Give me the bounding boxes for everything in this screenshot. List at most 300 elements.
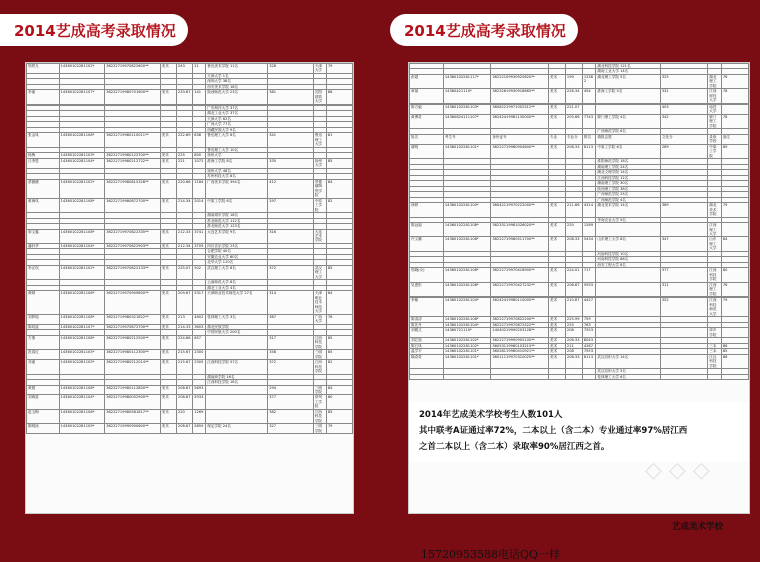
table-cell: 美术 [548,298,565,317]
table-cell: 36222719980701600** [105,90,160,104]
left-admission-table [26,63,353,434]
table-cell: 14360102281101* [443,349,490,354]
table-row [27,335,353,349]
table-cell: 226.34 [565,89,582,103]
table-cell: 黄媛 [27,385,60,395]
watermark: ◇ ◇ ◇ [645,458,710,483]
table-cell: 214.34 [176,198,192,212]
table-cell: 82 [326,360,352,374]
table-cell: 西安美术学院 18名 [206,84,268,89]
table-cell: 14360721110* [443,328,490,338]
table-cell [660,328,707,338]
table-cell: 刘雅文 [410,328,444,338]
table-cell: 342 [660,114,707,128]
table-cell: 225.07 [176,265,192,279]
table-cell: 205.66 [565,114,582,128]
table-cell: 美术 [548,268,565,282]
table-row [27,158,353,168]
table-cell: 鲁迅理工大学 [313,133,326,147]
left-panel [0,0,370,516]
table-cell: 淮阴师范学院 18名 [596,159,660,164]
table-row [410,268,749,282]
table-cell: 214.33 [176,324,192,329]
table-row [27,198,353,212]
table-cell [596,104,660,114]
summary-box [409,402,749,462]
left-title: 2014艺成高考录取情况 [14,21,176,40]
table-cell: 吴惠彤 [410,282,444,296]
table-cell: 美术 [548,317,565,322]
table-cell: 4287 [582,343,596,348]
table-cell: 美术 [160,133,176,147]
table-cell: 湖北美术学院 14名 [596,203,660,217]
table-cell: 85 [721,349,748,354]
table-cell: 88 [721,354,748,368]
table-cell: 武汉理工大学 8名 [206,265,268,279]
table-cell: 14360102281103* [59,153,105,158]
table-cell: 76 [721,74,748,88]
table-cell: 211.66 [565,203,582,217]
table-cell: 1269 [582,223,596,237]
table-cell: 36222719980212722** [105,158,160,168]
table-cell: 294 [268,385,314,395]
table-cell [721,223,748,237]
table-cell: 76 [721,282,748,296]
table-cell: 淮海工学院 8名 [206,158,268,168]
table-cell: 85 [326,158,352,168]
table-row [27,291,353,314]
table-cell: 5693 [193,385,206,395]
table-cell: 美术 [548,223,565,237]
table-cell: 广西美术学院 394名 [206,179,268,198]
table-row [27,314,353,324]
table-cell: 79 [721,203,748,217]
table-cell: 14360102281108* [443,282,490,296]
table-cell: 3709 [193,243,206,248]
table-cell: 14360102281104* [59,395,105,409]
table-cell: 鲁迅理工大学 6名 [206,133,268,147]
table-cell: 湖北科技学院 121名 [596,64,660,69]
table-cell: 蔡薇薇 [27,179,60,198]
table-cell [206,350,268,360]
table-cell: 36242419981130000** [491,114,549,128]
table-cell: 赵玉梅 [27,409,60,423]
table-cell: 广东海洋大学 37名 [206,105,268,110]
table-cell: 502 [193,265,206,279]
table-cell: 14360102281106* [59,291,105,314]
header-row [410,134,749,144]
table-cell: 美术 [548,354,565,368]
table-row [410,104,749,114]
table-cell: 美术 [160,158,176,168]
header-cell: 身份证号 [491,134,549,144]
table-cell: 36222719970822903** [105,243,160,248]
table-cell: 鲁迅美术学院 11名 [206,64,268,74]
table-row [27,360,353,374]
table-cell: 14360102281108* [59,314,105,324]
table-cell: 84 [326,385,352,395]
table-cell: 141 [193,90,206,104]
table-cell: 厦门理工学院 4名 [596,114,660,128]
table-cell: 美术 [160,265,176,279]
table-cell: 86 [326,90,352,104]
table-row [410,74,749,88]
table-cell: 陈方毅 [410,104,444,114]
table-cell: 保定学院 24名 [206,424,268,434]
table-row [27,179,353,198]
header-cell: 填报志愿 [596,134,660,144]
table-cell: 武汉纺织大学 5名 [596,369,660,374]
table-cell: 208.33 [565,144,582,158]
table-cell: 377 [660,268,707,282]
table-cell: 14360102281108* [443,237,490,251]
table-cell: 36222719980112800** [105,385,160,395]
table-cell: 233.67 [176,90,192,104]
table-cell: 大连艺术学院 [313,229,326,243]
table-cell: 36232619930918665** [491,89,549,103]
table-cell: 刘海富 [27,395,60,409]
right-admission-sheet [408,62,750,561]
table-cell: 丘李恩 [27,158,60,168]
table-cell [582,374,596,379]
table-cell: 萍乡学院 [708,328,722,338]
table-row [27,424,353,434]
table-cell: 358 [268,350,314,360]
table-cell: 297 [268,198,314,212]
table-cell: 章斌 [410,89,444,103]
table-cell: 江西科技学院 [313,360,326,374]
table-cell: 36082219971002512** [491,104,549,114]
table-cell: 许文鹏 [410,237,444,251]
table-cell: 江西理工学院 [708,282,722,296]
table-cell: 36222719970909800** [105,291,160,314]
table-cell: 717 [582,268,596,282]
table-cell: 14360102281108* [443,317,490,322]
table-cell: 84 [326,291,352,314]
table-cell: 14360102281102* [59,179,105,198]
table-cell: 36222719980122700** [105,153,160,158]
left-table-body [27,64,353,434]
table-cell: 湖南理工学院 30名 [596,181,660,186]
summary-line-1: 2014年艺成美术学校考生人数101人 [419,410,563,420]
table-cell: 三明学院 [313,385,326,395]
table-cell: 美术 [160,291,176,314]
table-cell: 7743 [582,114,596,128]
table-cell: 武汉理工大学 [313,265,326,279]
table-cell: 南昌大学 [708,104,722,114]
table-cell: 邓丽 [27,360,60,374]
table-cell: 西安工程大学 8名 [596,262,660,267]
table-cell: 江西科技学院 [708,268,722,282]
table-row [410,374,749,379]
table-cell: 213 [176,314,192,324]
table-cell: 美术 [160,335,176,349]
table-cell [443,374,490,379]
table-cell: 江西科技学院 57名 [206,360,268,374]
table-row [410,237,749,251]
table-cell: 36222109930920620** [491,74,549,88]
table-cell: 美术 [160,314,176,324]
table-cell: 454 [582,89,596,103]
table-cell: 14360102281108* [59,133,105,147]
table-cell: 扬州大学 [206,153,268,158]
contact-phone: 15720953588电话QQ一样 [421,548,561,561]
table-cell [660,223,707,237]
table-row [410,89,749,103]
table-cell: 美术 [160,424,176,434]
table-cell: 谢明 [410,144,444,158]
table-cell: 美术 [160,90,176,104]
table-cell: 陕西理工学院 38名 [596,186,660,191]
table-cell: 美术 [160,229,176,243]
table-cell: 邬晓(女) [410,268,444,282]
table-cell: 36222719980112300** [105,350,160,360]
table-cell: 8113 [582,354,596,368]
table-cell: 79 [326,64,352,74]
table-cell: 208 [565,328,582,338]
table-cell: 天津职业技术师范大学 [313,291,326,314]
table-cell: 800 [193,153,206,158]
table-cell: 美术 [160,385,176,395]
table-cell: 36222719970418900** [491,268,549,282]
table-cell: 85 [326,350,352,360]
table-cell: 289 [660,144,707,158]
table-cell: 桂林理工大学 6名 [596,374,660,379]
table-cell: 广西师范学院 4名 [596,197,660,202]
table-cell: 3603 [193,324,206,329]
table-cell: 苏州科技大学 8名 [206,174,268,179]
table-cell: 225 [565,322,582,327]
header-cell: 专业分 [565,134,582,144]
table-cell: 江西科技学院 12名 [596,175,660,180]
table-cell: 36222719980321822** [105,314,160,324]
table-cell: 838 [193,133,206,147]
table-row [410,328,749,338]
table-cell: 21 [193,64,206,74]
table-cell: 215.67 [176,350,192,360]
table-cell: 341 [268,133,314,147]
table-cell: 广西师范学院 6名 [596,129,660,134]
table-cell: 14360102281108* [59,198,105,212]
table-cell: 221 [176,158,192,168]
table-cell: 36222719990905100** [491,338,549,343]
table-cell: 36222719970872522** [491,322,549,327]
table-cell: 美术 [548,104,565,114]
table-cell: 210.67 [565,298,582,317]
table-cell: 377 [268,395,314,409]
table-cell: 李敏 [410,298,444,317]
table-cell: 中原工学院 [708,144,722,158]
table-cell: 武汉纺织大学 14名 [596,354,660,368]
table-cell: 江汉科技学院 [708,354,722,368]
table-cell [596,328,660,338]
table-cell: 河南科技学院 88名 [596,257,660,262]
table-cell: 美术 [548,328,565,338]
table-cell: 陈远福 [410,223,444,237]
table-cell: 华南农业大学 9名 [596,217,660,222]
header-cell: 录取学校 [708,134,722,144]
table-cell: 杨梅 [27,153,60,158]
table-cell: 4602 [193,314,206,324]
table-cell: 8113 [582,144,596,158]
table-cell: 江西财经大学 [708,89,722,103]
table-cell: 14360102281104* [59,158,105,168]
table-cell: 范春红 [27,350,60,360]
table-cell [721,374,748,379]
table-cell: 36222719980212500** [105,335,160,349]
table-cell [660,354,707,368]
header-cell: 排名 [582,134,596,144]
table-cell: 36222719990900600** [105,424,160,434]
table-cell: 36042119970222000** [491,203,549,217]
table-cell [596,282,660,296]
table-cell: 常州工学院 [313,395,326,409]
table-cell [596,268,660,282]
table-cell: 江西科技师范大学 [708,298,722,317]
header-cell: 专业 [548,134,565,144]
table-cell: 328 [268,64,314,74]
table-cell: 8043 [582,338,596,343]
table-cell: 317 [268,335,314,349]
table-cell: 14360102281102* [59,265,105,279]
table-row [410,223,749,237]
table-cell: 199 [565,74,582,88]
table-cell: 湖北理工学院 [708,74,722,88]
table-row [27,409,353,423]
table-cell: 7553 [582,328,596,338]
table-cell: 中原工学院 6名 [206,198,268,212]
table-cell: 美术 [160,243,176,248]
table-cell: 天津职业技术师范大学 27名 [206,291,268,314]
table-cell: 2300 [193,350,206,360]
table-cell: 89 [721,144,748,158]
table-cell: 327 [268,424,314,434]
table-row [410,114,749,128]
table-cell: 14360102281107* [59,324,105,329]
table-cell: 14360102281117* [443,74,490,88]
table-cell: 黄博奇 [410,114,444,128]
table-cell: 淮北师范大学 123名 [206,224,268,229]
table-row [410,282,749,296]
table-cell: 美术 [160,153,176,158]
table-cell: 天津大学 62名 [206,116,268,121]
table-cell: 沈阳建筑大学 [313,90,326,104]
table-cell: 208 [565,349,582,354]
table-cell: 14360102281104* [443,298,490,317]
table-cell: 美术 [548,343,565,348]
table-cell: 76 [326,314,352,324]
table-cell: 389 [660,203,707,217]
table-cell: 美术 [160,395,176,409]
table-cell [721,328,748,338]
table-cell: 美术 [548,282,565,296]
table-cell: 80 [721,268,748,282]
table-cell: 220.66 [176,179,192,198]
table-cell: 合肥学院 40名 [206,249,268,254]
table-cell: 江西理工大学 [708,223,722,237]
table-cell: 352 [660,298,707,317]
table-cell [660,374,707,379]
table-cell: 李正权 [27,265,60,279]
table-cell: 381 [268,90,314,104]
table-cell: 5933 [193,395,206,409]
table-row [27,133,353,147]
table-cell: 刘梦瑶 [27,314,60,324]
table-cell: 喻奇奇 [410,354,444,368]
left-admission-sheet [25,62,354,514]
table-cell: 湖北文理学院 14名 [596,170,660,175]
table-cell: 14360102281101* [443,144,490,158]
table-cell: 36222719970427232** [491,282,549,296]
table-cell: 中国民航大学 200名 [206,330,268,335]
table-cell: 14360102281101* [443,354,490,368]
table-cell: 山东理工大学 [708,237,722,251]
left-title-banner [0,14,188,46]
table-cell [596,223,660,237]
table-cell: 淮海工学院 5名 [596,89,660,103]
table-cell: 86 [721,343,748,348]
table-cell: 221.07 [565,104,582,114]
table-cell: 403 [660,104,707,114]
table-cell: 河南科技学院 10名 [596,251,660,256]
table-cell: 211 [565,343,582,348]
table-cell: 372 [268,265,314,279]
table-cell: 208.33 [565,237,582,251]
table-cell: 84 [721,237,748,251]
table-cell: 张金凤 [27,133,60,147]
table-cell: 225 [176,153,192,158]
table-cell: 14360102281108* [59,335,105,349]
table-cell: 36011119970310025** [491,354,549,368]
table-cell: 224.66 [176,335,192,349]
table-cell: 美术 [548,89,565,103]
table-cell: 湖北民族学院 [206,324,268,329]
table-cell: 北华大学 110名 [206,260,268,265]
table-cell: 5434 [582,237,596,251]
table-cell: 美术 [160,360,176,374]
table-cell: 14360102281104* [59,243,105,248]
table-cell: 372 [268,360,314,374]
table-cell: 36053119980103215** [491,343,549,348]
table-cell: 14360102281108* [443,223,490,237]
table-cell: 2305 [193,360,206,374]
table-cell: 淮北师范大学 112名 [206,218,268,223]
table-cell: 36222719970822335** [105,229,160,243]
table-cell: 79 [326,424,352,434]
table-cell: 四川音乐学院 23名 [206,243,268,248]
table-cell: 36222719980212014** [105,360,160,374]
table-cell: 安徽农业大学 60名 [206,254,268,259]
table-cell: 316 [268,229,314,243]
header-cell: 文化分 [660,134,707,144]
right-title-banner [390,14,578,46]
table-cell: 208.67 [176,385,192,395]
table-cell: 36242419980110000** [491,298,549,317]
table-cell: 湖北工业大学 4名 [206,285,268,290]
table-cell: 4314 [582,203,596,217]
table-cell: 335 [268,158,314,168]
table-cell [491,374,549,379]
table-cell: 14360102281104* [443,322,490,327]
table-cell: 224.01 [565,268,582,282]
table-cell: 311 [660,282,707,296]
table-cell: 李丽 [27,90,60,104]
table-cell: 广西大学 77名 [206,122,268,127]
table-cell: 82 [326,198,352,212]
right-panel [390,0,760,561]
table-cell: 12382 [582,74,596,88]
table-cell: 36222719980815328** [105,179,160,198]
